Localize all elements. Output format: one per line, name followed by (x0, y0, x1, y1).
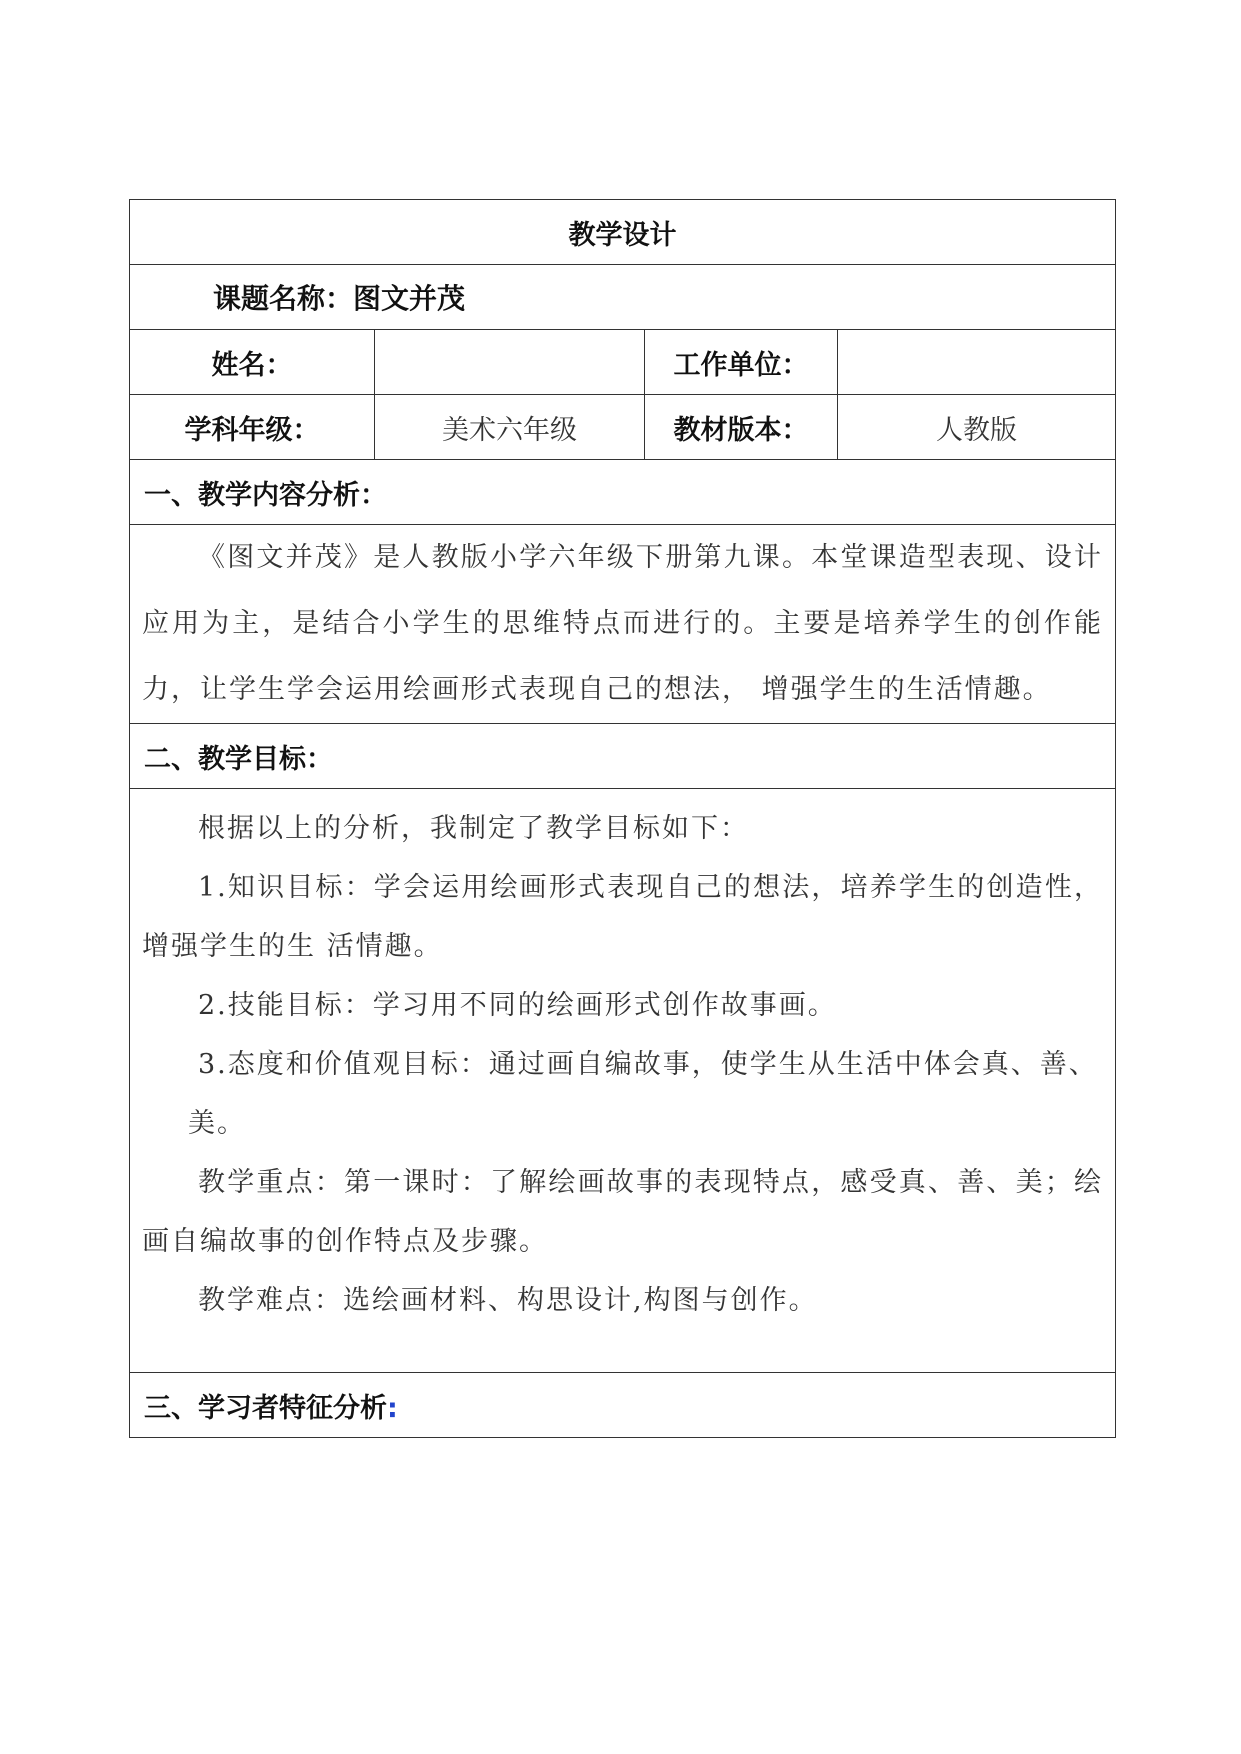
skill-goal: 2.技能目标：学习用不同的绘画形式创作故事画。 (198, 990, 837, 1021)
objectives-intro: 根据以上的分析，我制定了教学目标如下： (198, 813, 749, 844)
section-objectives-heading: 二、教学目标： (130, 724, 1116, 789)
content-analysis-paragraph: 《图文并茂》是人教版小学六年级下册第九课。本堂课造型表现、设计应用为主，是结合小学生的思维特点而进行的。主要是培养学生的创作能力，让学生学会运用绘画形式表现自己的想法， 增强学生的生活情趣。 (142, 542, 1103, 705)
subject-grade-value: 美术六年级 (375, 395, 645, 460)
section-content-analysis-heading: 一、教学内容分析： (130, 460, 1116, 525)
textbook-version-label: 教材版本： (645, 395, 838, 460)
section-objectives-body (130, 789, 1116, 1373)
textbook-version-value: 人教版 (838, 395, 1116, 460)
section-learner-analysis-heading (130, 1373, 1116, 1438)
topic-name: 课题名称：图文并茂 (130, 265, 1116, 330)
document-title: 教学设计 (130, 200, 1116, 265)
learner-analysis-heading-colon: : (387, 1392, 398, 1424)
section-content-analysis-body (130, 525, 1116, 724)
work-unit-value (838, 330, 1116, 395)
teaching-key-points: 教学重点：第一课时：了解绘画故事的表现特点，感受真、善、美；绘画自编故事的创作特点及步骤。 (142, 1167, 1103, 1257)
attitude-goal-line1: 3.态度和价值观目标：通过画自编故事，使学生从生活中体会真、善、 (198, 1049, 1098, 1080)
attitude-goal-line2: 美。 (188, 1108, 246, 1139)
lesson-design-table (129, 199, 1116, 1438)
work-unit-label: 工作单位： (645, 330, 838, 395)
subject-grade-label: 学科年级： (130, 395, 375, 460)
name-label: 姓名： (130, 330, 375, 395)
name-value (375, 330, 645, 395)
learner-analysis-heading-text: 三、学习者特征分析 (144, 1392, 387, 1424)
knowledge-goal: 1.知识目标：学会运用绘画形式表现自己的想法，培养学生的创造性，增强学生的生 活情趣。 (142, 872, 1103, 962)
teaching-difficulties: 教学难点：选绘画材料、构思设计,构图与创作。 (198, 1285, 818, 1316)
